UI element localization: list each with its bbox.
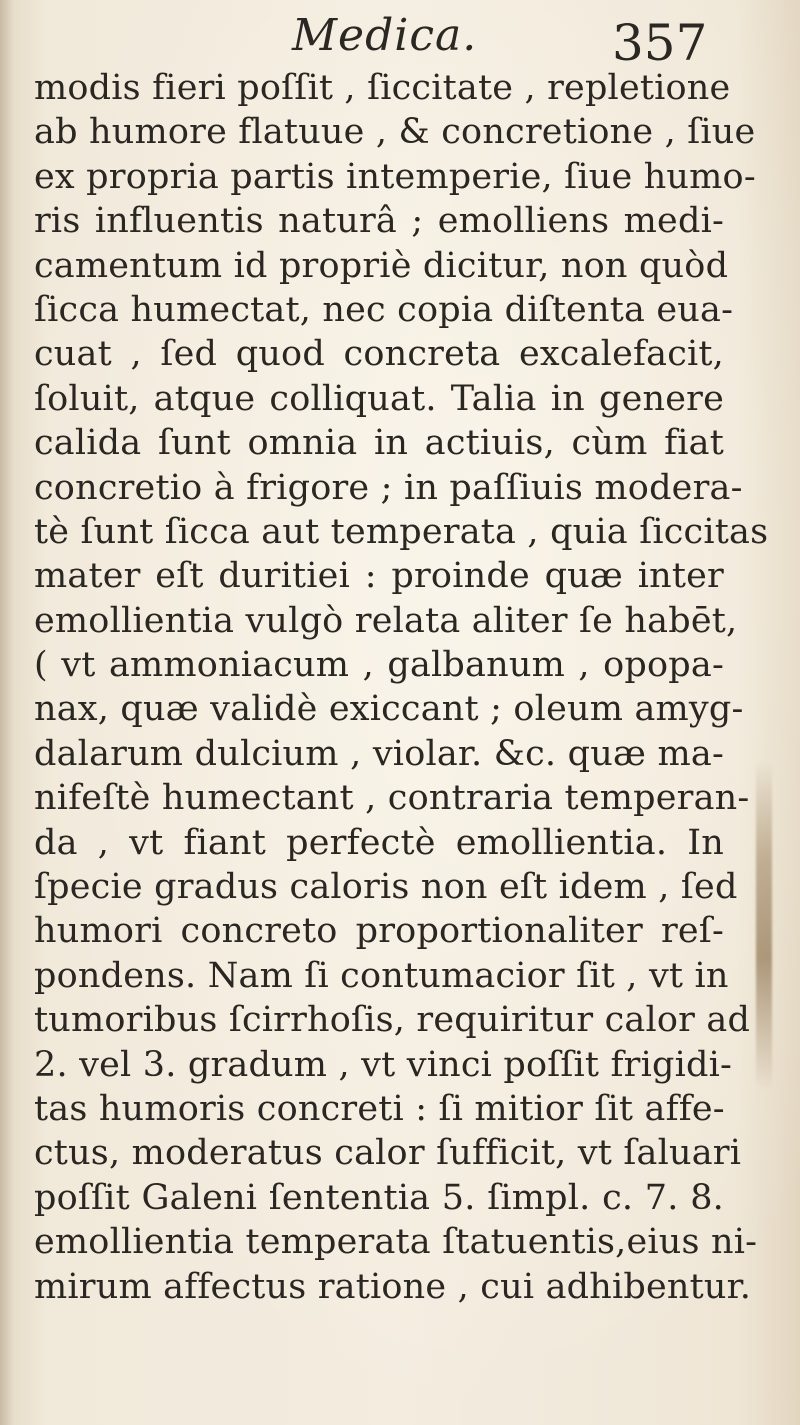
text-line: ſicca humectat, nec copia diſtenta eua- xyxy=(34,289,734,330)
text-line: ab humore flatuue , & concretione , ſiue xyxy=(34,112,756,153)
running-head xyxy=(0,8,800,72)
text-line: emollientia temperata ſtatuentis,eius ni- xyxy=(34,1222,758,1263)
text-line: nifeſtè humectant , contraria temperan- xyxy=(34,778,750,819)
text-line: camentum id propriè dicitur, non quòd xyxy=(34,245,729,286)
text-line: ctus, moderatus calor ſufficit, vt ſaluari xyxy=(34,1133,742,1174)
text-line: mirum affectus ratione , cui adhibentur. xyxy=(34,1266,752,1307)
text-line: ex propria partis intemperie, ſiue humo- xyxy=(34,156,756,197)
text-line: poſſit Galeni ſententia 5. ſimpl. c. 7. 8. xyxy=(34,1177,724,1218)
text-line: tè ſunt ſicca aut temperata , quia ſiccitas xyxy=(34,511,769,552)
text-line: emollientia vulgò relata aliter ſe habēt, xyxy=(34,600,738,641)
text-line: ris influentis naturâ ; emolliens medi- xyxy=(34,201,724,242)
text-line: humori concreto proportionaliter reſ- xyxy=(34,911,724,952)
text-line: 2. vel 3. gradum , vt vinci poſſit frigidi- xyxy=(34,1044,733,1085)
text-line: ( vt ammoniacum , galbanum , opopa- xyxy=(34,645,724,686)
text-line: nax, quæ validè exiccant ; oleum amyg- xyxy=(34,689,744,730)
page-gutter-shadow xyxy=(0,0,14,1425)
text-line: dalarum dulcium , violar. &c. quæ ma- xyxy=(34,733,724,774)
text-line: mater eſt duritiei : proinde quæ inter xyxy=(34,556,724,597)
body-text xyxy=(34,66,769,1309)
text-line: concretio à frigore ; in paſſiuis modera- xyxy=(34,467,743,508)
paper-stain xyxy=(756,760,772,1090)
text-line: cuat , ſed quod concreta excalefacit, xyxy=(34,334,724,375)
text-line: pondens. Nam ſi contumacior ſit , vt in xyxy=(34,955,729,996)
text-line: da , vt fiant perfectè emollientia. In xyxy=(34,822,724,863)
text-line: tas humoris concreti : ſi mitior ſit affe- xyxy=(34,1088,725,1129)
running-title: Medica. xyxy=(292,10,478,61)
text-line: ſpecie gradus caloris non eſt idem , ſed xyxy=(34,867,738,908)
text-line: tumoribus ſcirrhoſis, requiritur calor ad xyxy=(34,1000,751,1041)
text-line: modis fieri poſſit , ſiccitate , repletione xyxy=(34,68,731,108)
text-line: ſoluit, atque colliquat. Talia in genere xyxy=(34,378,724,419)
page-number: 357 xyxy=(612,14,708,72)
text-line: calida ſunt omnia in actiuis, cùm fiat xyxy=(34,423,724,464)
